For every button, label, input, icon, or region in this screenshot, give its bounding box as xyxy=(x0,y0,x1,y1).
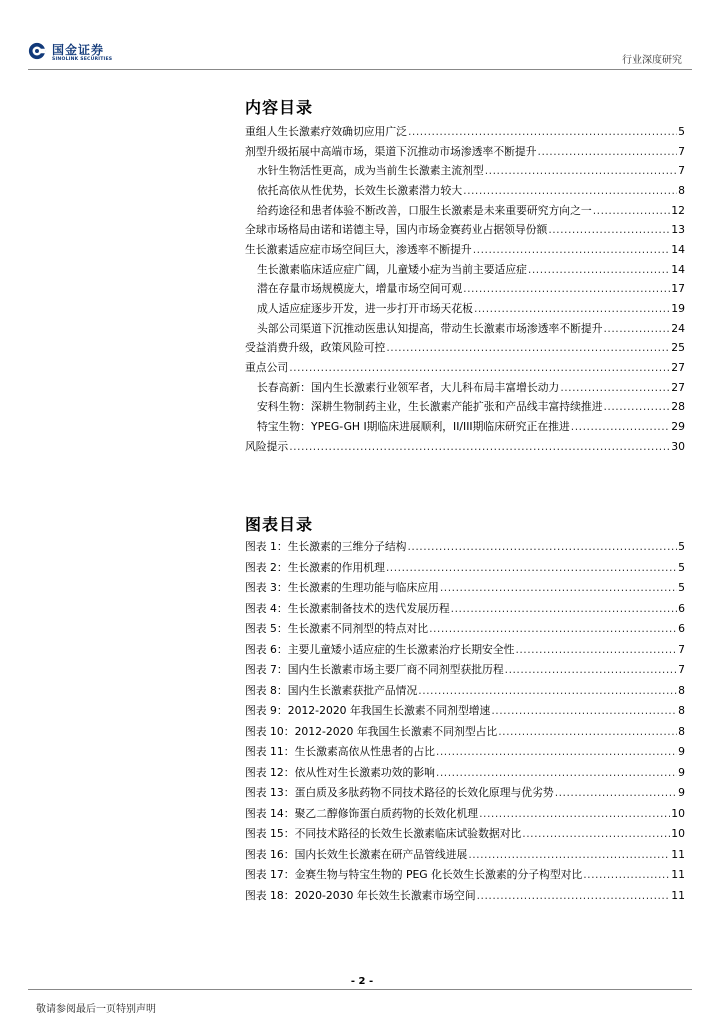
toc-entry-title: 剂型升级拓展中高端市场，渠道下沉推动市场渗透率不断提升 xyxy=(245,144,537,158)
figure-entry[interactable] xyxy=(245,742,685,763)
toc-entry[interactable] xyxy=(245,142,685,162)
figure-entry[interactable] xyxy=(245,701,685,722)
toc-title: 内容目录 xyxy=(245,98,314,117)
dot-leader xyxy=(386,338,670,358)
dot-leader xyxy=(604,319,671,339)
figure-entry-title: 国内长效生长激素在研产品管线进展 xyxy=(294,847,468,861)
figure-entry-page: 7 xyxy=(678,642,685,656)
footer-disclaimer: 敬请参阅最后一页特别声明 xyxy=(36,1004,156,1015)
toc-entry-title: 潜在存量市场规模庞大，增量市场空间可观 xyxy=(257,282,463,296)
figure-entry-page: 6 xyxy=(678,601,685,615)
toc-entry[interactable] xyxy=(245,260,685,280)
figure-entry-title: 2012-2020 年我国生长激素不同剂型占比 xyxy=(294,724,498,738)
dot-leader xyxy=(289,358,670,378)
toc-entry-title: 给药途径和患者体验不断改善，口服生长激素是未来重要研究方向之一 xyxy=(257,203,592,217)
figure-entry[interactable] xyxy=(245,640,685,661)
figure-entry-label: 图表 7： xyxy=(245,663,288,677)
figure-entry-title: 国内生长激素市场主要厂商不同剂型获批历程 xyxy=(287,663,504,677)
table-of-contents xyxy=(245,122,685,456)
logo-chinese-name: 国金证券 xyxy=(52,43,105,57)
toc-entry-title: 依托高依从性优势，长效生长激素潜力较大 xyxy=(257,183,463,197)
figure-entry-title: 生长激素高依从性患者的占比 xyxy=(294,745,435,759)
figure-entry-page: 5 xyxy=(678,560,685,574)
dot-leader xyxy=(604,397,671,417)
figure-entry-title: 生长激素制备技术的迭代发展历程 xyxy=(287,601,450,615)
sinolink-logo-icon xyxy=(28,42,46,60)
figure-entry-title: 蛋白质及多肽药物不同技术路径的长效化原理与优劣势 xyxy=(294,786,554,800)
toc-entry-page: 17 xyxy=(671,282,685,296)
toc-entry-page: 7 xyxy=(678,164,685,178)
figure-entry[interactable] xyxy=(245,537,685,558)
toc-entry[interactable] xyxy=(245,338,685,358)
figure-entry-label: 图表 4： xyxy=(245,601,288,615)
figure-entry-label: 图表 8： xyxy=(245,683,288,697)
dot-leader xyxy=(473,240,671,260)
figure-entry-title: 生长激素的作用机理 xyxy=(287,560,385,574)
dot-leader xyxy=(522,824,670,845)
toc-entry-title: 头部公司渠道下沉推动医患认知提高，带动生长激素市场渗透率不断提升 xyxy=(257,321,603,335)
toc-entry-page: 12 xyxy=(671,203,685,217)
dot-leader xyxy=(505,660,677,681)
figure-entry-title: 2020-2030 年长效生长激素市场空间 xyxy=(294,888,476,902)
dot-leader xyxy=(451,599,677,620)
dot-leader xyxy=(548,220,670,240)
toc-entry-page: 27 xyxy=(671,360,685,374)
toc-entry-title: 特宝生物：YPEG-GH I期临床进展顺利，II/III期临床研究正在推进 xyxy=(257,419,570,433)
header-divider xyxy=(28,69,692,70)
figure-entry-page: 8 xyxy=(678,683,685,697)
dot-leader xyxy=(498,722,677,743)
toc-entry[interactable] xyxy=(245,122,685,142)
dot-leader xyxy=(463,181,677,201)
toc-entry[interactable] xyxy=(245,201,685,221)
figure-entry-title: 主要儿童矮小适应症的生长激素治疗长期安全性 xyxy=(287,642,515,656)
dot-leader xyxy=(593,201,671,221)
figure-entry[interactable] xyxy=(245,845,685,866)
toc-entry-title: 安科生物：深耕生物制药主业，生长激素产能扩张和产品线丰富持续推进 xyxy=(257,400,603,414)
figure-entry[interactable] xyxy=(245,660,685,681)
figure-entry[interactable] xyxy=(245,619,685,640)
toc-entry[interactable] xyxy=(245,319,685,339)
toc-entry-title: 生长激素适应症市场空间巨大，渗透率不断提升 xyxy=(245,242,472,256)
toc-entry[interactable] xyxy=(245,299,685,319)
figure-entry-page: 7 xyxy=(678,663,685,677)
toc-entry-title: 重点公司 xyxy=(245,360,289,374)
figure-entry-page: 10 xyxy=(671,806,685,820)
figure-entry-page: 9 xyxy=(678,765,685,779)
toc-entry[interactable] xyxy=(245,181,685,201)
dot-leader xyxy=(386,558,677,579)
toc-entry[interactable] xyxy=(245,240,685,260)
dot-leader xyxy=(408,122,677,142)
toc-entry-title: 重组人生长激素疗效确切应用广泛 xyxy=(245,125,407,138)
figure-entry[interactable] xyxy=(245,886,685,907)
figure-entry-title: 依从性对生长激素功效的影响 xyxy=(294,765,435,779)
toc-entry-title: 水针生物活性更高，成为当前生长激素主流剂型 xyxy=(257,164,484,178)
toc-entry-title: 成人适应症逐步开发，进一步打开市场天花板 xyxy=(257,301,473,315)
figure-entry[interactable] xyxy=(245,722,685,743)
toc-entry[interactable] xyxy=(245,378,685,398)
figure-entry-label: 图表 18： xyxy=(245,888,295,902)
figure-entry-page: 11 xyxy=(671,847,685,861)
figure-entry[interactable] xyxy=(245,558,685,579)
toc-entry-page: 25 xyxy=(671,341,685,355)
toc-entry-page: 13 xyxy=(671,223,685,237)
toc-entry-page: 7 xyxy=(678,144,685,158)
figure-entry-label: 图表 13： xyxy=(245,786,295,800)
dot-leader xyxy=(528,260,670,280)
toc-entry-title: 受益消费升级，政策风险可控 xyxy=(245,341,386,355)
dot-leader xyxy=(436,763,677,784)
figure-entry-label: 图表 14： xyxy=(245,806,295,820)
figure-entry[interactable] xyxy=(245,578,685,599)
dot-leader xyxy=(571,417,670,437)
dot-leader xyxy=(418,681,677,702)
toc-entry-page: 27 xyxy=(671,380,685,394)
figure-entry[interactable] xyxy=(245,599,685,620)
figure-entry-page: 9 xyxy=(678,745,685,759)
toc-entry-page: 24 xyxy=(671,321,685,335)
dot-leader xyxy=(463,279,670,299)
dot-leader xyxy=(555,783,677,804)
figure-entry[interactable] xyxy=(245,865,685,886)
dot-leader xyxy=(440,578,677,599)
figure-entry-label: 图表 12： xyxy=(245,765,295,779)
page-header xyxy=(0,0,724,72)
figure-entry-page: 8 xyxy=(678,704,685,718)
figure-entry-label: 图表 5： xyxy=(245,622,288,636)
figure-entry-page: 8 xyxy=(678,724,685,738)
figure-entry-label: 图表 10： xyxy=(245,724,295,738)
dot-leader xyxy=(477,886,671,907)
toc-entry-page: 30 xyxy=(671,439,685,453)
figure-entry-label: 图表 2： xyxy=(245,560,288,574)
figure-entry-page: 9 xyxy=(678,786,685,800)
dot-leader xyxy=(485,161,677,181)
toc-entry-title: 生长激素临床适应症广阔，儿童矮小症为当前主要适应症 xyxy=(257,262,527,276)
dot-leader xyxy=(538,142,678,162)
figure-entry-page: 11 xyxy=(671,868,685,882)
toc-entry-page: 29 xyxy=(671,419,685,433)
list-of-figures xyxy=(245,537,685,906)
figure-entry-title: 不同技术路径的长效生长激素临床试验数据对比 xyxy=(294,827,522,841)
logo-english-name: SINOLINK SECURITIES xyxy=(52,57,113,62)
figure-entry[interactable] xyxy=(245,681,685,702)
figure-entry-title: 金赛生物与特宝生物的 PEG 化长效生长激素的分子构型对比 xyxy=(294,868,583,882)
figure-entry-title: 生长激素的生理功能与临床应用 xyxy=(287,581,439,595)
toc-entry[interactable] xyxy=(245,161,685,181)
figure-entry-title: 生长激素的三维分子结构 xyxy=(287,540,407,553)
toc-entry-page: 14 xyxy=(671,262,685,276)
toc-entry[interactable] xyxy=(245,437,685,457)
toc-entry[interactable] xyxy=(245,417,685,437)
figure-entry-page: 11 xyxy=(671,888,685,902)
figure-entry-label: 图表 6： xyxy=(245,642,288,656)
dot-leader xyxy=(436,742,677,763)
toc-entry-page: 19 xyxy=(671,301,685,315)
dot-leader xyxy=(491,701,677,722)
dot-leader xyxy=(479,804,670,825)
figure-entry-title: 国内生长激素获批产品情况 xyxy=(287,683,418,697)
dot-leader xyxy=(583,865,670,886)
figure-entry-page: 5 xyxy=(678,540,685,553)
figure-entry-page: 10 xyxy=(671,827,685,841)
figures-title: 图表目录 xyxy=(245,515,314,534)
figure-entry-label: 图表 11： xyxy=(245,745,295,759)
toc-entry[interactable] xyxy=(245,397,685,417)
figure-entry-label: 图表 3： xyxy=(245,581,288,595)
dot-leader xyxy=(468,845,670,866)
toc-entry-title: 全球市场格局由诺和诺德主导，国内市场金赛药业占据领导份额 xyxy=(245,223,548,237)
dot-leader xyxy=(560,378,670,398)
figure-entry-title: 2012-2020 年我国生长激素不同剂型增速 xyxy=(287,704,491,718)
toc-entry[interactable] xyxy=(245,220,685,240)
figure-entry[interactable] xyxy=(245,783,685,804)
footer-divider xyxy=(28,989,692,990)
figure-entry-label: 图表 1： xyxy=(245,540,288,553)
dot-leader xyxy=(289,437,670,457)
figure-entry[interactable] xyxy=(245,824,685,845)
figure-entry[interactable] xyxy=(245,804,685,825)
figure-entry-label: 图表 9： xyxy=(245,704,288,718)
toc-entry-title: 长春高新：国内生长激素行业领军者，大儿科布局丰富增长动力 xyxy=(257,380,560,394)
company-logo xyxy=(28,40,138,70)
figure-entry[interactable] xyxy=(245,763,685,784)
figure-entry-title: 生长激素不同剂型的特点对比 xyxy=(287,622,429,636)
figure-entry-label: 图表 15： xyxy=(245,827,295,841)
figure-entry-title: 聚乙二醇修饰蛋白质药物的长效化机理 xyxy=(294,806,479,820)
toc-entry-page: 14 xyxy=(671,242,685,256)
report-type: 行业深度研究 xyxy=(622,55,682,66)
toc-entry[interactable] xyxy=(245,279,685,299)
dot-leader xyxy=(429,619,677,640)
figure-entry-label: 图表 17： xyxy=(245,868,295,882)
figure-entry-page: 6 xyxy=(678,622,685,636)
toc-entry-page: 8 xyxy=(678,183,685,197)
page-number: - 2 - xyxy=(350,976,374,987)
dot-leader xyxy=(474,299,670,319)
figure-entry-label: 图表 16： xyxy=(245,847,295,861)
dot-leader xyxy=(515,640,677,661)
toc-entry-page: 5 xyxy=(678,125,685,138)
toc-entry-title: 风险提示 xyxy=(245,439,289,453)
toc-entry[interactable] xyxy=(245,358,685,378)
dot-leader xyxy=(407,537,677,558)
toc-entry-page: 28 xyxy=(671,400,685,414)
figure-entry-page: 5 xyxy=(678,581,685,595)
